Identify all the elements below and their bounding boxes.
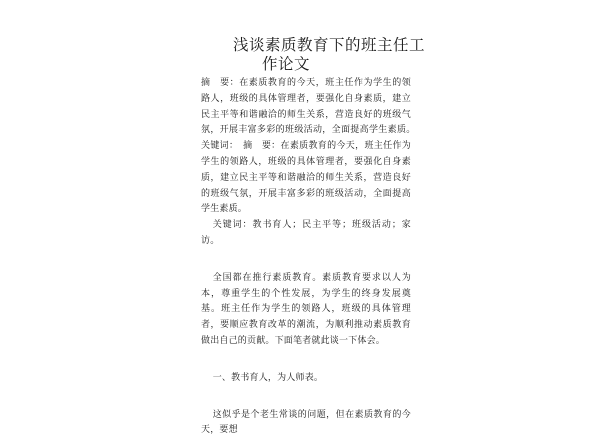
section-heading: 一、教书育人，为人师表。 [212,372,324,383]
title-line-2: 作论文 [262,55,311,73]
intro-paragraph: 全国都在推行素质教育。素质教育要求以人为本，尊重学生的个性发展，为学生的终身发展奠基。班主任作为学生的领路人，班级的具体管理者，要顺应教育改革的潮流，为顺利推动素质教育做出自己的贡献。下面笔者就此谈一下体会。 [201,272,411,346]
title-line-1: 浅谈素质教育下的班主任工 [233,36,426,54]
keywords-paragraph: 关键词：教书育人；民主平等；班级活动；家访。 [201,220,411,246]
document-body [201,76,421,439]
document-title [200,36,426,74]
section-paragraph: 这似乎是个老生常谈的问题，但在素质教育的今天，要想 [201,409,411,436]
abstract-paragraph: 摘 要：在素质教育的今天，班主任作为学生的领路人，班级的具体管理者，要强化自身素质，建立民主平等和谐融洽的师生关系，营造良好的班级气氛，开展丰富多彩的班级活动，全面提高学生素质。 关键词： 摘 要：在素质教育的今天，班主任作为学生的领路人，班级的具体管理者，要强化自身素质，建立民主平等和谐融洽的师生关系，营造良好的班级气氛，开展丰富多彩的班级活动，全面提高学生素质。 [201,78,421,215]
